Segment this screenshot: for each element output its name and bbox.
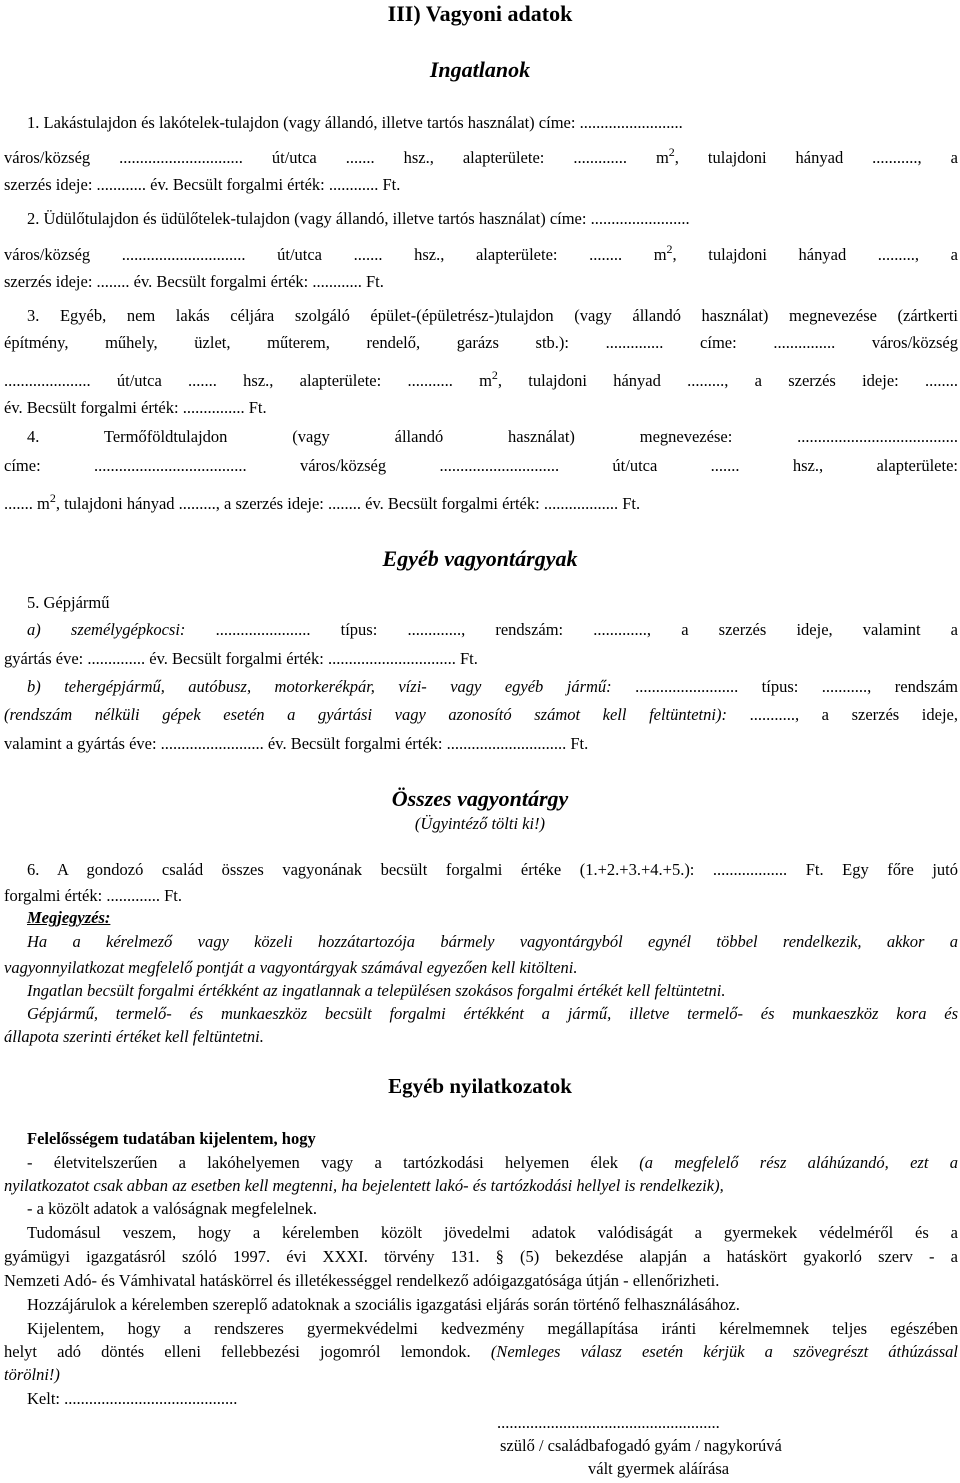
item5b-line3: valamint a gyártás éve: ......................... év. Becsült forgalmi érték: ............................. Ft.: [4, 734, 589, 753]
total-assets-subheading: (Ügyintéző tölti ki!): [414, 814, 546, 833]
note-p3-line2: állapota szerinti értéket kell feltüntetni.: [4, 1027, 264, 1046]
item5b-line1: b) tehergépjármű, autóbusz, motorkerékpár, vízi- vagy egyéb jármű: ......................... típus: ..........., rendszám: [27, 677, 958, 696]
m2-superscript: 2: [666, 242, 673, 256]
m2-superscript: 2: [491, 368, 498, 382]
item6-line2: forgalmi érték: ............. Ft.: [4, 886, 182, 905]
item4-line2: címe: ..................................... város/község ............................. út/utca ....... hsz., alapterülete:: [4, 456, 958, 475]
item1-line3: szerzés ideje: ............ év. Becsült forgalmi érték: ............ Ft.: [4, 175, 401, 194]
declaration-3-line3: Nemzeti Adó- és Vámhivatal hatáskörrel és illetékességgel rendelkező adóigazgatósága útján - ellenőrizheti.: [4, 1271, 720, 1290]
note-p1-line1: Ha a kérelmező vagy közeli hozzátartozója bármely vagyontárgyból egynél többel rendelkezik, akkor a: [27, 932, 958, 951]
item4-line1: 4. Termőföldtulajdon (vagy állandó használat) megnevezése: .......................................: [27, 427, 958, 446]
item2-line3: szerzés ideje: ........ év. Becsült forgalmi érték: ............ Ft.: [4, 272, 384, 291]
declaration-1-line2: nyilatkozatot csak abban az esetben kell megtenni, ha bejelentett lakó- és tartózkodási hellyel is rendelkezik),: [4, 1176, 724, 1195]
note-p1-line2: vagyonnyilatkozat megfelelő pontját a vagyontárgyak számával egyezően kell kitölteni.: [4, 958, 578, 977]
item2-line1: 2. Üdülőtulajdon és üdülőtelek-tulajdon (vagy állandó, illetve tartós használat) címe: ........................: [27, 209, 690, 228]
item5a-line2: gyártás éve: .............. év. Becsült forgalmi érték: ............................... Ft.: [4, 649, 478, 668]
item3-line3: ..................... út/utca ....... hsz., alapterülete: ........... $m^2$, tulajdoni hányad ........., a szerzés ideje: ........: [4, 368, 958, 390]
item4-line3: ....... $m^2$, tulajdoni hányad ........., a szerzés ideje: ........ év. Becsült forgalmi érték: .................. Ft.: [4, 491, 641, 513]
item5a-line1: a) személygépkocsi: ....................... típus: ............., rendszám: ............., a szerzés ideje, valamint a: [27, 620, 958, 639]
signature-label-line1: szülő / családbafogadó gyám / nagykorúvá: [500, 1436, 782, 1455]
declaration-4: Hozzájárulok a kérelemben szereplő adatoknak a szociális igazgatási eljárás során történő felhasználásához.: [27, 1295, 740, 1314]
item3-line1: 3. Egyéb, nem lakás céljára szolgáló épület-(épületrész-)tulajdon (vagy állandó használat) megnevezése (zártkerti: [27, 306, 958, 325]
declaration-5-line3: törölni!): [4, 1365, 60, 1384]
signature-line: ......................................................: [497, 1413, 720, 1432]
item1-line1: 1. Lakástulajdon és lakótelek-tulajdon (vagy állandó, illetve tartós használat) címe: .........................: [27, 113, 683, 132]
declarations-lead: Felelősségem tudatában kijelentem, hogy: [27, 1129, 316, 1148]
signature-label-line2: vált gyermek aláírása: [588, 1459, 730, 1478]
declaration-3-line2: gyámügyi igazgatásról szóló 1997. évi XXXI. törvény 131. § (5) bekezdése alapján a hatáskört gyakorló szerv - a: [4, 1247, 958, 1266]
declarations-heading: Egyéb nyilatkozatok: [388, 1074, 572, 1098]
declaration-1-line1: - életvitelszerűen a lakóhelyemen vagy a tartózkodási helyemen élek (a megfelelő rész aláhúzandó, ezt a: [27, 1153, 958, 1172]
note-p3-line1: Gépjármű, termelő- és munkaeszköz becsült forgalmi értékként a jármű, illetve termelő- és munkaeszköz kora és: [27, 1004, 958, 1023]
note-p2: Ingatlan becsült forgalmi értékként az ingatlannak a településen szokásos forgalmi értékét kell feltüntetni.: [27, 981, 726, 1000]
section-title: III) Vagyoni adatok: [387, 1, 573, 26]
item3-line2: építmény, műhely, üzlet, műterem, rendelő, garázs stb.): .............. címe: ............... város/község: [4, 333, 958, 352]
declaration-3-line1: Tudomásul veszem, hogy a kérelemben közölt jövedelmi adatok valódiságát a gyermekek védelméről és a: [27, 1223, 958, 1242]
item2-line2: város/község .............................. út/utca ....... hsz., alapterülete: ........ $m^2$, tulajdoni hányad ........., a: [4, 242, 958, 264]
item6-line1: 6. A gondozó család összes vagyonának becsült forgalmi értéke (1.+2.+3.+4.+5.): .................. Ft. Egy főre jutó: [27, 860, 958, 879]
item3-line4: év. Becsült forgalmi érték: ............... Ft.: [4, 398, 267, 417]
note-label: Megjegyzés:: [27, 908, 111, 927]
declaration-5-line2: helyt adó döntés elleni fellebbezési jogomról lemondok. (Nemleges válasz esetén kérjük a szövegrészt áthúzással: [4, 1342, 958, 1361]
m2-superscript: 2: [668, 145, 675, 159]
item5-title: 5. Gépjármű: [27, 593, 110, 612]
other-assets-heading: Egyéb vagyontárgyak: [382, 546, 578, 571]
date-field: Kelt: ..........................................: [27, 1389, 238, 1408]
item5b-line2: (rendszám nélküli gépek esetén a gyártási vagy azonosító számot kell feltüntetni): ..........., a szerzés ideje,: [4, 705, 958, 724]
declaration-5-line1: Kijelentem, hogy a rendszeres gyermekvédelmi kedvezmény megállapítása iránti kérelmemnek teljes egészében: [27, 1319, 958, 1338]
total-assets-heading: Összes vagyontárgy: [391, 786, 569, 811]
real-estate-heading: Ingatlanok: [429, 57, 531, 82]
m2-superscript: 2: [49, 491, 56, 505]
declaration-2: - a közölt adatok a valóságnak megfelelnek.: [27, 1199, 318, 1218]
item1-line2: város/község .............................. út/utca ....... hsz., alapterülete: ............. $m^2$, tulajdoni hányad ..........., a: [4, 145, 958, 167]
